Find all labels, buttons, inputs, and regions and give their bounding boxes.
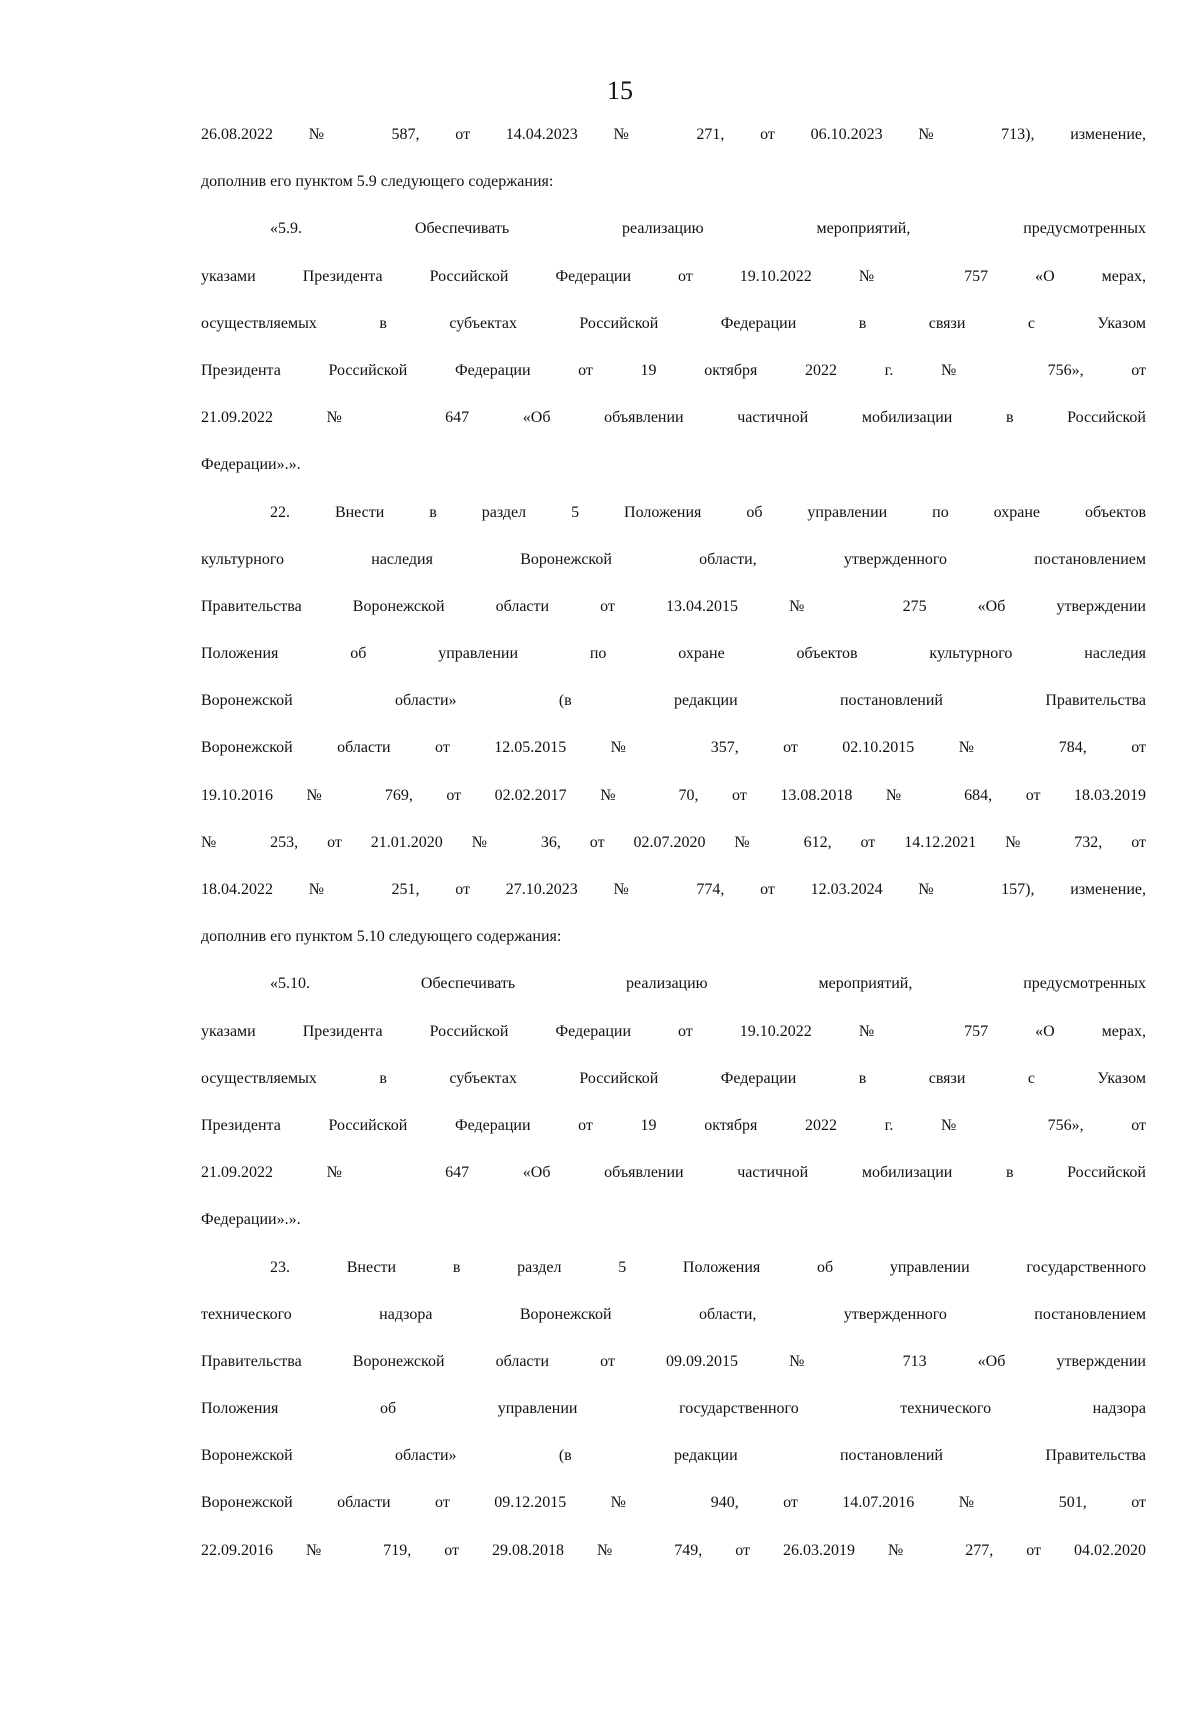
- text-line: Положения об управлении государственного технического надзора: [201, 1400, 1146, 1418]
- text-line: Воронежской области» (в редакции постановлений Правительства: [201, 1447, 1146, 1465]
- text-line: 23. Внести в раздел 5 Положения об управлении государственного: [270, 1258, 1146, 1276]
- text-line: Воронежской области от 09.12.2015 № 940, от 14.07.2016 № 501, от: [201, 1494, 1146, 1512]
- text-line: 22. Внести в раздел 5 Положения об управлении по охране объектов: [270, 503, 1146, 521]
- document-body: [201, 126, 1146, 1589]
- text-line: № 253, от 21.01.2020 № 36, от 02.07.2020 № 612, от 14.12.2021 № 732, от: [201, 833, 1146, 851]
- text-line: дополнив его пунктом 5.10 следующего содержания:: [201, 928, 562, 946]
- text-line: 19.10.2016 № 769, от 02.02.2017 № 70, от 13.08.2018 № 684, от 18.03.2019: [201, 786, 1146, 804]
- text-line: Правительства Воронежской области от 09.09.2015 № 713 «Об утверждении: [201, 1352, 1146, 1370]
- text-line: Положения об управлении по охране объектов культурного наследия: [201, 645, 1146, 663]
- text-line: 26.08.2022 № 587, от 14.04.2023 № 271, от 06.10.2023 № 713), изменение,: [201, 126, 1146, 143]
- text-line: «5.10. Обеспечивать реализацию мероприятий, предусмотренных: [270, 975, 1146, 993]
- text-line: Воронежской области от 12.05.2015 № 357, от 02.10.2015 № 784, от: [201, 739, 1146, 757]
- text-line: осуществляемых в субъектах Российской Федерации в связи с Указом: [201, 1069, 1146, 1087]
- text-line: указами Президента Российской Федерации от 19.10.2022 № 757 «О мерах,: [201, 1022, 1146, 1040]
- text-line: осуществляемых в субъектах Российской Федерации в связи с Указом: [201, 314, 1146, 332]
- text-line: 21.09.2022 № 647 «Об объявлении частичной мобилизации в Российской: [201, 409, 1146, 427]
- text-line: технического надзора Воронежской области, утвержденного постановлением: [201, 1305, 1146, 1323]
- text-line: Президента Российской Федерации от 19 октября 2022 г. № 756», от: [201, 361, 1146, 379]
- text-line: Федерации».».: [201, 456, 301, 474]
- text-line: Воронежской области» (в редакции постановлений Правительства: [201, 692, 1146, 710]
- text-line: культурного наследия Воронежской области, утвержденного постановлением: [201, 550, 1146, 568]
- text-line: указами Президента Российской Федерации от 19.10.2022 № 757 «О мерах,: [201, 267, 1146, 285]
- text-line: 18.04.2022 № 251, от 27.10.2023 № 774, от 12.03.2024 № 157), изменение,: [201, 881, 1146, 898]
- text-line: Правительства Воронежской области от 13.04.2015 № 275 «Об утверждении: [201, 597, 1146, 615]
- text-line: дополнив его пунктом 5.9 следующего содержания:: [201, 173, 554, 191]
- text-line: Федерации».».: [201, 1211, 301, 1229]
- page-number: 15: [607, 76, 633, 105]
- text-line: 21.09.2022 № 647 «Об объявлении частичной мобилизации в Российской: [201, 1164, 1146, 1182]
- text-line: 22.09.2016 № 719, от 29.08.2018 № 749, от 26.03.2019 № 277, от 04.02.2020: [201, 1541, 1146, 1559]
- text-line: «5.9. Обеспечивать реализацию мероприятий, предусмотренных: [270, 220, 1146, 238]
- text-line: Президента Российской Федерации от 19 октября 2022 г. № 756», от: [201, 1116, 1146, 1134]
